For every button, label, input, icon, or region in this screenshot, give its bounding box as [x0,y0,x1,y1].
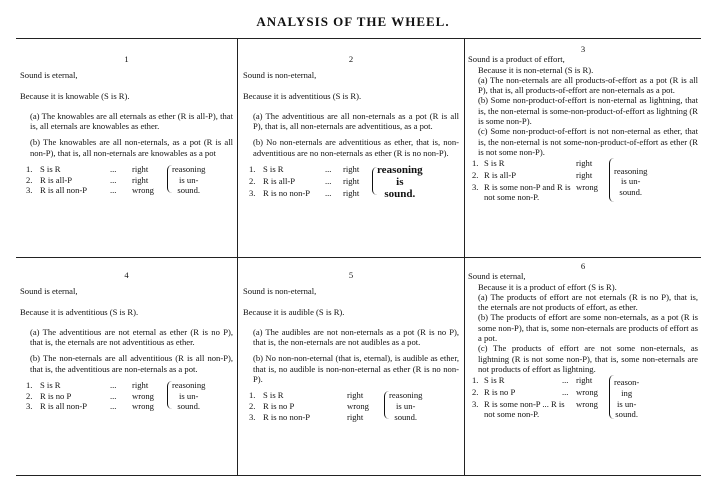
result-row: 3. R is some non-P ... R is not some non-P. wrong [472,398,598,420]
result-row: 3. R is no non-P ... right [249,188,360,199]
result-table [26,380,205,412]
thesis: Sound is non-eternal, [243,286,317,297]
brace [609,158,614,202]
conclusion: reasoning is sound. [377,164,423,201]
reason: Because it is knowable (S is R). [20,90,130,101]
reason: Because it is a product of effort (S is R). [478,281,617,292]
row-divider [16,257,701,258]
result-row: 3. R is all non-P ... wrong [26,401,154,412]
result-row: 2. R is all-P ... right [26,174,149,185]
paragraph-b: (b) The knowables are all non-eternals, as a pot (R is all non-P), that is, all non-eternals are knowables as a pot [30,137,233,158]
paragraph-b: (b) The products of effort are some non-eternals, as a pot (R is some non-P), that is, some non-eternals are products of effort as a pot. [478,312,698,344]
paragraph-c: (c) The products of effort are not some non-eternals, as lightning (R is not some non-P), that is, some non-eternals are not products of effort as lightning. [478,343,698,374]
cell-number: 3 [580,44,586,54]
thesis: Sound is non-eternal, [243,70,317,81]
paragraph-b: (b) No non-non-eternal (that is, eternal), is audible as ether, that is, no audible is non-non-eternal as ether (R is no non-P). [253,353,459,385]
cell-6 [468,261,698,473]
cell-number: 4 [124,270,129,280]
result-table [472,158,647,205]
result-row: 2. R is no P ... wrong [26,390,154,401]
result-row: 2. R is all-P ... right [249,176,360,187]
reason: Because it is adventitious (S is R). [243,90,362,101]
conclusion: reasoning is un- sound. [172,164,206,196]
result-row: 1. S is R ... right reason- ing is un- sound. [472,375,639,387]
result-row: 2. R is all-P right [472,169,593,180]
analysis-grid [16,38,701,476]
result-row: 1. S is R ... right reasoning is un- sound. [26,380,206,412]
cell-3 [468,44,698,256]
reason: Because it is audible (S is R). [243,306,345,317]
cell-number: 6 [580,261,586,271]
page-title: ANALYSIS OF THE WHEEL. [256,14,450,29]
thesis: Sound is eternal, [20,286,78,297]
paragraph-a: (a) The adventitious are all non-eternals as a pot (R is all P), that is, all non-eternals are adventitious, as a pot. [253,110,459,132]
result-row: 1. S is R ... right reasoning is sound. [249,164,423,201]
reason: Because it is non-eternal (S is R). [478,64,594,75]
paragraph-a: (a) The products of effort are not eternals (R is no P), that is, the eternals are not products of effort, as ether. [478,291,698,313]
result-row: 1. S is R right reasoning is un- sound. [249,390,423,422]
result-table [249,390,422,422]
result-table [472,375,639,422]
result-row: 1. S is R ... right reasoning is un- sound. [26,164,206,196]
cell-4 [20,270,233,470]
result-table [26,164,205,196]
result-row: 3. R is no non-P right [249,411,364,422]
result-row: 2. R is no P wrong [249,400,369,411]
conclusion: reason- ing is un- sound. [614,377,640,420]
paragraph-b: (b) Some non-product-of-effort is non-eternal as lightning, that is, the non-eternal is some-non-product-of-effort as lightning (R is some non-P). [478,95,698,127]
cell-1 [20,54,233,254]
thesis: Sound is a product of effort, [468,54,565,65]
result-table [249,164,423,200]
cell-2 [243,54,459,254]
result-row: 3. R is all non-P ... wrong [26,185,154,196]
result-row: 1. S is R right reasoning is un- sound. [472,158,647,170]
paragraph-a: (a) The audibles are not non-eternals as a pot (R is no P), that is, the non-eternals are not audibles as a pot. [253,326,459,348]
conclusion: reasoning is un- sound. [172,380,206,412]
cell-5 [243,270,459,470]
paragraph-b: (b) The non-eternals are all adventitious (R is all non-P), that is, the adventitious are non-eternals as a pot. [30,353,233,374]
paragraph-a: (a) The adventitious are not eternal as ether (R is no P), that is, the eternals are not adventitious as ether. [30,326,233,348]
cell-number: 2 [348,54,354,64]
cell-number: 1 [124,54,129,64]
conclusion: reasoning is un- sound. [389,390,423,422]
paragraph-a: (a) The knowables are all eternals as ether (R is all-P), that is, all eternals are knowables as ether. [30,110,233,132]
paragraph-a: (a) The non-eternals are all products-of-effort as a pot (R is all P), that is, all products-of-effort are non-eternals as a pot. [478,74,698,96]
paragraph-b: (b) No non-eternals are adventitious as ether, that is, non-adventitious are no non-eternals as ether (R is no non-P). [253,137,459,158]
thesis: Sound is eternal, [20,70,78,81]
result-row: 2. R is no P ... wrong [472,386,598,397]
paragraph-c: (c) Some non-product-of-effort is not non-eternal as ether, that is, the non-eternal is not some-non-product-of-effort as ether (R is not some non-P). [478,126,698,157]
thesis: Sound is eternal, [468,271,526,282]
cell-number: 5 [348,270,354,280]
reason: Because it is adventitious (S is R). [20,306,139,317]
conclusion: reasoning is un- sound. [614,165,648,197]
result-row: 3. R is some non-P and R is not some non-P. wrong [472,181,598,203]
